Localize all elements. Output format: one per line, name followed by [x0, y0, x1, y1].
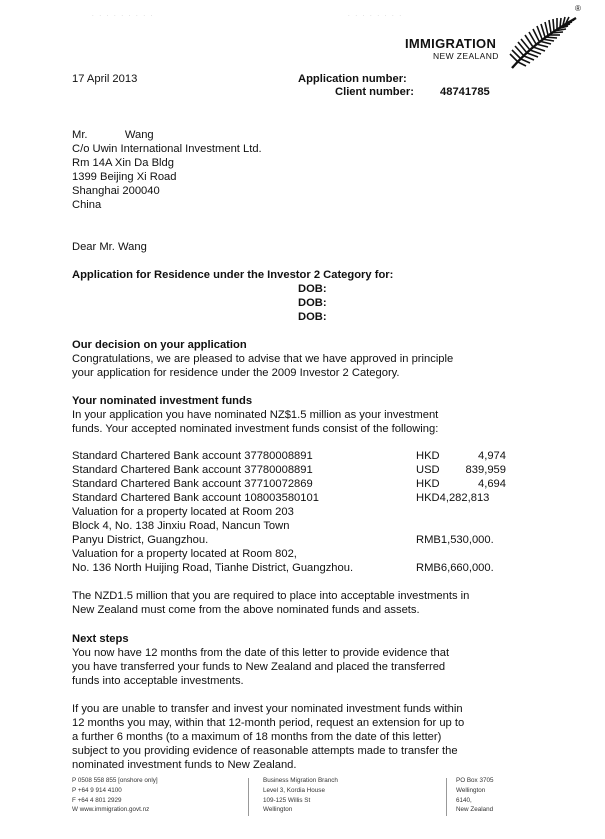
footer-phone-onshore: P 0508 558 855 [onshore only] — [72, 777, 158, 784]
property-value: RMB1,530,000. — [416, 534, 494, 546]
footer-branch-col — [263, 776, 338, 815]
letter-date: 17 April 2013 — [72, 73, 138, 85]
fund-currency: HKD4,282,813 — [416, 492, 490, 504]
footer-postal-col — [456, 776, 493, 815]
registered-mark: ® — [575, 4, 581, 13]
silver-fern-icon — [508, 12, 584, 70]
footer-po-box: PO Box 3705 — [456, 777, 494, 784]
funds-heading: Your nominated investment funds — [72, 395, 253, 407]
address-line: Rm 14A Xin Da Bldg — [72, 157, 174, 169]
funds-text-line: funds. Your accepted nominated investment funds consist of the following: — [72, 423, 439, 435]
fund-amount: 839,959 — [465, 464, 506, 476]
footer-level: Level 3, Kordia House — [263, 786, 325, 794]
decision-heading: Our decision on your application — [72, 339, 247, 351]
fund-row — [72, 477, 512, 491]
fund-account: Standard Chartered Bank account 37710072869 — [72, 478, 313, 490]
fund-account: Standard Chartered Bank account 37780008891 — [72, 450, 313, 462]
property-line: No. 136 North Huijing Road, Tianhe District, Guangzhou. — [72, 562, 354, 574]
funds-text-line: In your application you have nominated NZ$1.5 million as your investment — [72, 409, 439, 421]
extension-line: 12 months you may, within that 12-month period, request an extension for up to — [72, 717, 465, 729]
property-line: Panyu District, Guangzhou. — [72, 534, 209, 546]
salutation: Dear Mr. Wang — [72, 241, 147, 253]
next-steps-line: funds into acceptable investments. — [72, 675, 244, 687]
fund-row — [72, 463, 512, 477]
decision-text-line: your application for residence under the 2009 Investor 2 Category. — [72, 367, 400, 379]
subject-title: Application for Residence under the Investor 2 Category for: — [72, 269, 394, 281]
fund-row — [72, 491, 512, 505]
property-value: RMB6,660,000. — [416, 562, 494, 574]
fund-account: Standard Chartered Bank account 108003580101 — [72, 492, 319, 504]
extension-line: nominated investment funds to New Zealand. — [72, 759, 297, 771]
extension-line: If you are unable to transfer and invest your nominated investment funds within — [72, 703, 463, 715]
client-number-label: Client number: — [335, 86, 414, 98]
footer-postcode: 6140, — [456, 796, 472, 804]
addressee-name: Mr. Wang — [72, 129, 154, 141]
footer-website: W www.immigration.govt.nz — [72, 806, 150, 814]
client-number: 48741785 — [440, 86, 490, 98]
address-line: China — [72, 199, 102, 211]
footer-postal-city: Wellington — [456, 786, 486, 794]
footer-city: Wellington — [263, 806, 293, 814]
property-line: Block 4, No. 138 Jinxiu Road, Nancun Town — [72, 520, 290, 532]
footer-divider — [446, 778, 447, 816]
footer-contact-col — [72, 776, 158, 815]
address-line: C/o Uwin International Investment Ltd. — [72, 143, 262, 155]
footer-fax: F +64 4 801 2929 — [72, 796, 122, 804]
footer-phone: P +64 9 914 4100 — [72, 786, 122, 794]
extension-line: subject to you providing evidence of reasonable attempts made to transfer the — [72, 745, 458, 757]
address-line: 1399 Beijing Xi Road — [72, 171, 177, 183]
funds-note-line: New Zealand must come from the above nominated funds and assets. — [72, 604, 420, 616]
footer-branch: Business Migration Branch — [263, 777, 338, 784]
fund-currency: USD — [416, 464, 440, 476]
fund-amount: 4,694 — [478, 478, 506, 490]
fund-account: Standard Chartered Bank account 37780008891 — [72, 464, 313, 476]
property-line: Valuation for a property located at Room 203 — [72, 506, 294, 518]
address-line: Shanghai 200040 — [72, 185, 160, 197]
fund-currency: HKD — [416, 478, 440, 490]
decision-text-line: Congratulations, we are pleased to advise that we have approved in principle — [72, 353, 454, 365]
dob-label: DOB: — [298, 311, 327, 323]
next-steps-line: You now have 12 months from the date of this letter to provide evidence that — [72, 647, 450, 659]
logo-line1: IMMIGRATION — [405, 36, 497, 51]
logo-line2: NEW ZEALAND — [433, 51, 499, 61]
property-line: Valuation for a property located at Room 802, — [72, 548, 297, 560]
fund-row — [72, 449, 512, 463]
application-number-label: Application number: — [298, 73, 407, 85]
fund-currency: HKD — [416, 450, 440, 462]
footer-country: New Zealand — [456, 806, 494, 814]
footer-divider — [248, 778, 249, 816]
next-steps-heading: Next steps — [72, 633, 129, 645]
dob-label: DOB: — [298, 283, 327, 295]
next-steps-line: you have transferred your funds to New Zealand and placed the transferred — [72, 661, 446, 673]
extension-line: a further 6 months (to a maximum of 18 months from the date of this letter) — [72, 731, 442, 743]
scan-marks-right: . . . . . . . . — [348, 12, 404, 18]
footer-street: 109-125 Willis St — [263, 796, 311, 804]
scan-marks-left: . . . . . . . . . — [92, 12, 155, 18]
fund-amount: 4,974 — [478, 450, 506, 462]
funds-note-line: The NZD1.5 million that you are required to place into acceptable investments in — [72, 590, 470, 602]
dob-label: DOB: — [298, 297, 327, 309]
